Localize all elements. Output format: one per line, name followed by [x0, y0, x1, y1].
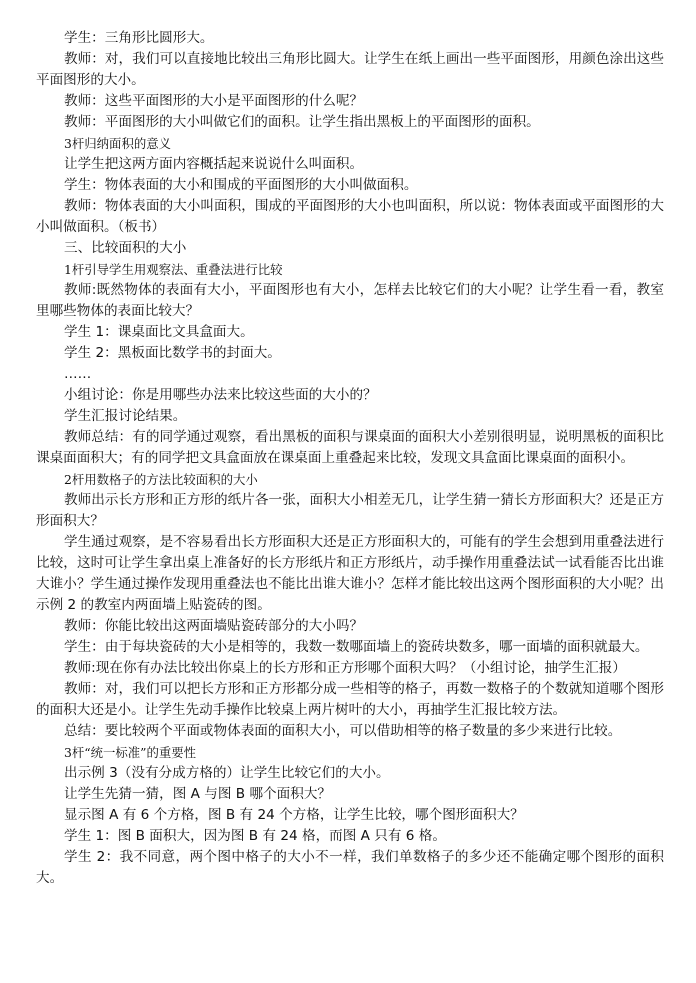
section-heading: 三、比较面积的大小	[64, 240, 187, 256]
paragraph: 学生汇报讨论结果。	[64, 408, 187, 424]
paragraph: 教师：对，我们可以把长方形和正方形都分成一些相等的格子，再数一数格子的个数就知道哪个图形的面积大还是小。让学生先动手操作比较桌上两片树叶的大小，再抽学生汇报比较方法。	[36, 681, 664, 718]
paragraph: 让学生把这两方面内容概括起来说说什么叫面积。	[64, 156, 364, 172]
paragraph: ……	[64, 366, 92, 382]
paragraph: 学生 1：图 B 面积大，因为图 B 有 24 格，而图 A 只有 6 格。	[64, 828, 446, 844]
subsection-heading: 3杆“统一标准”的重要性	[64, 745, 197, 760]
paragraph: 小组讨论：你是用哪些办法来比较这些面的大小的？	[64, 387, 377, 403]
paragraph: 教师:既然物体的表面有大小，平面图形也有大小，怎样去比较它们的大小呢？让学生看一看，教室里哪些物体的表面比较大？	[36, 282, 664, 319]
paragraph: 学生：物体表面的大小和围成的平面图形的大小叫做面积。	[64, 177, 418, 193]
paragraph: 教师出示长方形和正方形的纸片各一张，面积大小相差无几，让学生猜一猜长方形面积大？还是正方形面积大？	[36, 492, 664, 529]
subsection-heading: 3杆归纳面积的意义	[64, 136, 172, 151]
paragraph: 学生：由于每块瓷砖的大小是相等的，我数一数哪面墙上的瓷砖块数多，哪一面墙的面积就最大。	[64, 639, 649, 655]
paragraph: 教师：你能比较出这两面墙贴瓷砖部分的大小吗？	[64, 618, 364, 634]
paragraph: 教师：对，我们可以直接地比较出三角形比圆大。让学生在纸上画出一些平面图形，用颜色涂出这些平面图形的大小。	[36, 51, 664, 88]
subsection-heading: 2杆用数格子的方法比较面积的大小	[64, 472, 258, 487]
paragraph: 出示例 3（没有分成方格的）让学生比较它们的大小。	[64, 765, 390, 781]
paragraph: 学生通过观察，是不容易看出长方形面积大还是正方形面积大的，可能有的学生会想到用重叠法进行比较，这时可让学生拿出桌上准备好的长方形纸片和正方形纸片，动手操作用重叠法试一试看能否比出谁大谁小？学生通过操作发现用重叠法也不能比出谁大谁小？怎样才能比较出这两个图形面积的大小呢？出示例 2 的教室内两面墙上贴瓷砖的图。	[36, 534, 664, 613]
paragraph: 学生 2：黑板面比数学书的封面大。	[64, 345, 281, 361]
paragraph: 学生 1：课桌面比文具盒面大。	[64, 324, 254, 340]
paragraph: 显示图 A 有 6 个方格，图 B 有 24 个方格，让学生比较，哪个图形面积大？	[64, 807, 524, 823]
paragraph: 教师总结：有的同学通过观察，看出黑板的面积与课桌面的面积大小差别很明显，说明黑板的面积比课桌面面积大；有的同学把文具盒面放在课桌面上重叠起来比较，发现文具盒面比课桌面的面积小。	[36, 429, 664, 466]
paragraph: 教师：这些平面图形的大小是平面图形的什么呢？	[64, 93, 364, 109]
paragraph: 让学生先猜一猜，图 A 与图 B 哪个面积大？	[64, 786, 332, 802]
paragraph: 教师：物体表面的大小叫面积，围成的平面图形的大小也叫面积，所以说：物体表面或平面图形的大小叫做面积。（板书）	[36, 198, 664, 235]
paragraph: 教师:现在你有办法比较出你桌上的长方形和正方形哪个面积大吗？（小组讨论，抽学生汇报）	[64, 660, 626, 676]
document-page	[36, 28, 664, 889]
paragraph: 学生 2：我不同意，两个图中格子的大小不一样，我们单数格子的多少还不能确定哪个图形的面积大。	[36, 849, 664, 886]
paragraph: 总结：要比较两个平面或物体表面的面积大小，可以借助相等的格子数量的多少来进行比较。	[64, 723, 622, 739]
paragraph: 学生：三角形比圆形大。	[64, 30, 214, 46]
subsection-heading: 1杆引导学生用观察法、重叠法进行比较	[64, 262, 283, 277]
paragraph: 教师：平面图形的大小叫做它们的面积。让学生指出黑板上的平面图形的面积。	[64, 114, 540, 130]
